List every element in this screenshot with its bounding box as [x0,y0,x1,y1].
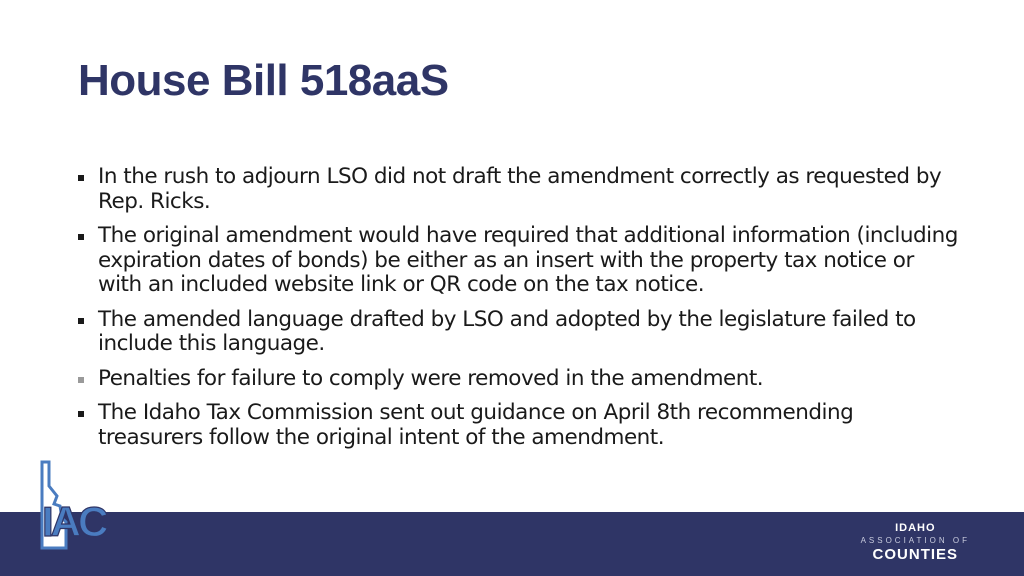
bullet-item [78,224,958,298]
bullet-text: Penalties for failure to comply were removed in the amendment. [98,365,764,391]
org-name-line2: ASSOCIATION OF [860,536,970,545]
bullet-marker [78,318,84,324]
bullet-marker [78,175,84,181]
bullet-list [78,165,958,460]
iac-logo [36,460,136,552]
logo-left-text: IAC [42,498,106,545]
org-name-line1: IDAHO [895,522,936,534]
bullet-marker [78,411,84,417]
org-logo [861,522,970,563]
bullet-marker [78,377,84,383]
bullet-item [78,367,958,392]
bullet-text: The original amendment would have required that additional information (including expiration dates of bonds) be either as an insert with the property tax notice or with an included website link or QR code on the tax notice. [98,223,958,297]
bullet-text: The Idaho Tax Commission sent out guidance on April 8th recommending treasurers follow the original intent of the amendment. [98,400,854,450]
bullet-item [78,308,958,357]
bullet-text: The amended language drafted by LSO and adopted by the legislature failed to include this language. [98,306,916,356]
bullet-item [78,165,958,214]
bullet-text: In the rush to adjourn LSO did not draft the amendment correctly as requested by Rep. Ricks. [98,164,942,214]
bullet-marker [78,234,84,240]
org-name-line3: COUNTIES [872,546,959,563]
slide-title: House Bill 518aaS [78,56,449,105]
bullet-item [78,401,958,450]
